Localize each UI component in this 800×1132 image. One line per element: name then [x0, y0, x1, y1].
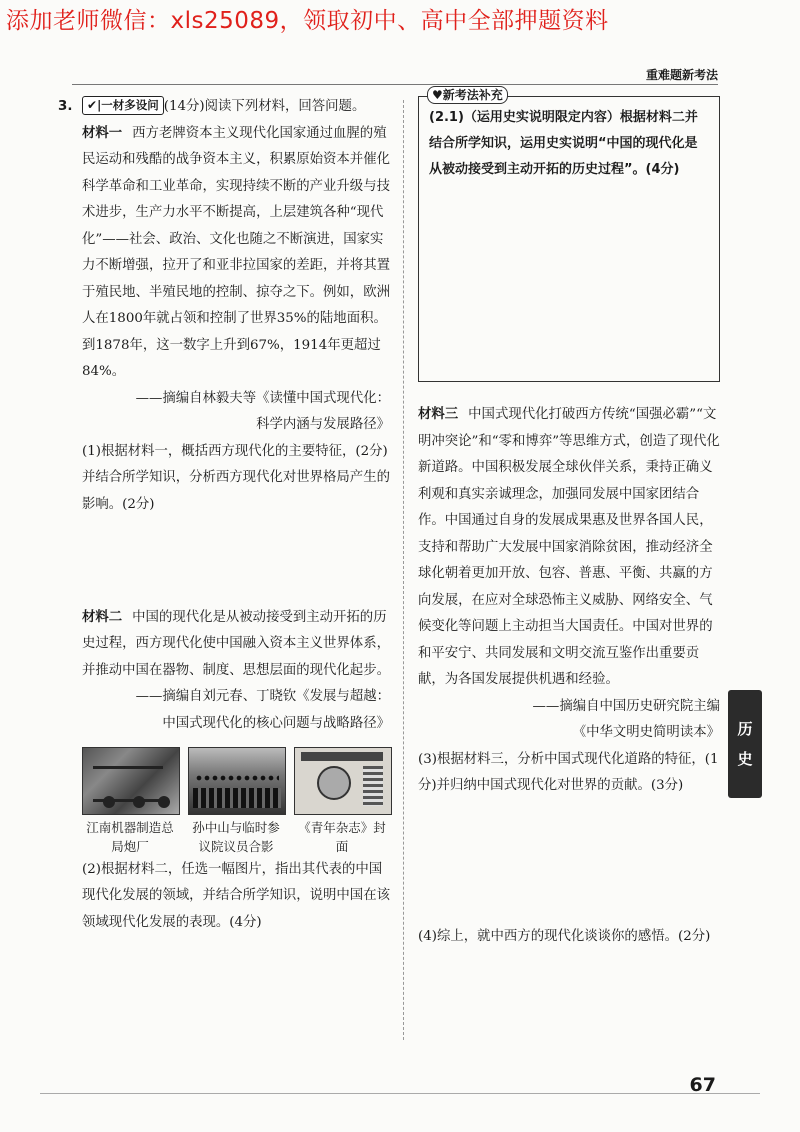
question-intro	[82, 94, 390, 121]
header-title: 重难题新考法	[645, 68, 718, 82]
left-column	[58, 94, 390, 936]
question-tag: ✔|一材多设问	[82, 96, 164, 115]
material2-text: 中国的现代化是从被动接受到主动开拓的历史过程，西方现代化使中国融入资本主义世界体系，并推动中国在器物、制度、思想层面的现代化起步。	[82, 609, 390, 678]
answer-space-q1	[82, 519, 390, 605]
question1-text: (1)根据材料一，概括西方现代化的主要特征，(2分)并结合所学知识，分析西方现代化对世界格局产生的影响。(2分)	[82, 443, 390, 512]
material1-source-line1: ——摘编自林毅夫等《读懂中国式现代化：	[135, 390, 390, 406]
image-item-arsenal	[82, 747, 178, 857]
page-number: 67	[689, 1074, 716, 1096]
subject-tab-char: 历	[737, 720, 753, 738]
material2-paragraph	[82, 605, 390, 685]
subject-tab-history	[728, 690, 762, 798]
question-tag-label: 一材多设问	[101, 98, 159, 112]
right-column	[418, 88, 720, 951]
magazine-cover-photo	[294, 747, 392, 815]
material3-label: 材料三	[418, 407, 459, 422]
material3-source-line2: 《中华文明史简明读本》	[572, 725, 720, 741]
bottom-rule	[40, 1093, 760, 1094]
question-number: 3.	[58, 99, 73, 114]
image-caption: 《青年杂志》封面	[298, 820, 386, 854]
image-row	[82, 747, 390, 857]
material1-paragraph	[82, 121, 390, 386]
senate-group-photo	[188, 747, 286, 815]
material2-source-line2: 中国式现代化的核心问题与战略路径》	[162, 715, 390, 731]
material1-label: 材料一	[82, 125, 123, 141]
question2-text: (2)根据材料二，任选一幅图片，指出其代表的中国现代化发展的领域，并结合所学知识，说明中国在该领域现代化发展的表现。(4分)	[82, 861, 390, 930]
check-icon: ✔	[87, 98, 98, 112]
material1-source-line2: 科学内涵与发展路径》	[256, 417, 390, 433]
image-item-senate	[188, 747, 284, 857]
column-divider	[403, 100, 404, 1040]
material1-text: 西方老牌资本主义现代化国家通过血腥的殖民运动和残酷的战争资本主义，积累原始资本并催化科学革命和工业革命，实现持续不断的产业升级与技术进步，生产力水平不断提高，上层建筑各种“现代化”——社会、政治、文化也随之不断演进，国家实力不断增强，拉开了和亚非拉国家的差距，并将其置于殖民地、半殖民地的控制、掠夺之下。例如，欧洲人在1800年就占领和控制了世界35%的陆地面积。到1878年，这一数字上升到67%，1914年更超过84%。	[82, 125, 390, 380]
material3-text: 中国式现代化打破西方传统“国强必霸”“文明冲突论”和“零和博弈”等思维方式，创造了现代化新道路。中国积极发展全球伙伴关系，秉持正确义利观和真实亲诚理念，加强同发展中国家团结合作。中国通过自身的发展成果惠及世界各国人民，支持和帮助广大发展中国家消除贫困，推动经济全球化朝着更加开放、包容、普惠、平衡、共赢的方向发展，在应对全球恐怖主义威胁、网络安全、气候变化等问题上主动担当大国责任。中国对世界的和平安宁、共同发展和文明交流互鉴作出重要贡献，为各国发展提供机遇和经验。	[418, 407, 720, 688]
image-caption: 孙中山与临时参议院议员合影	[192, 820, 280, 854]
supplement-box	[418, 88, 720, 382]
question-intro-text: (14分)阅读下列材料，回答问题。	[163, 99, 366, 114]
question4-text: (4)综上，就中西方的现代化谈谈你的感悟。(2分)	[418, 928, 711, 944]
material2-source-line1: ——摘编自刘元春、丁晓钦《发展与超越：	[135, 689, 390, 705]
material3-source-line1: ——摘编自中国历史研究院主编	[532, 698, 720, 714]
image-item-magazine	[294, 747, 390, 857]
supplement-tag: ♥新考法补充	[427, 86, 508, 104]
image-caption: 江南机器制造总局炮厂	[86, 820, 174, 854]
header-rule	[72, 84, 718, 85]
supplement-question-text: (2.1)（运用史实说明限定内容）根据材料二并结合所学知识，运用史实说明“中国的现代化是从被动接受到主动开拓的历史过程”。(4分)	[429, 110, 698, 177]
material3-paragraph	[418, 402, 720, 694]
arsenal-photo	[82, 747, 180, 815]
material2-label: 材料二	[82, 609, 123, 625]
watermark-text: 添加老师微信：xls25089，领取初中、高中全部押题资料	[6, 8, 609, 34]
subject-tab-char: 史	[737, 750, 753, 768]
question3-text: (3)根据材料三，分析中国式现代化道路的特征，(1分)并归纳中国式现代化对世界的贡献。(3分)	[418, 751, 719, 794]
answer-space-q3	[418, 800, 720, 924]
